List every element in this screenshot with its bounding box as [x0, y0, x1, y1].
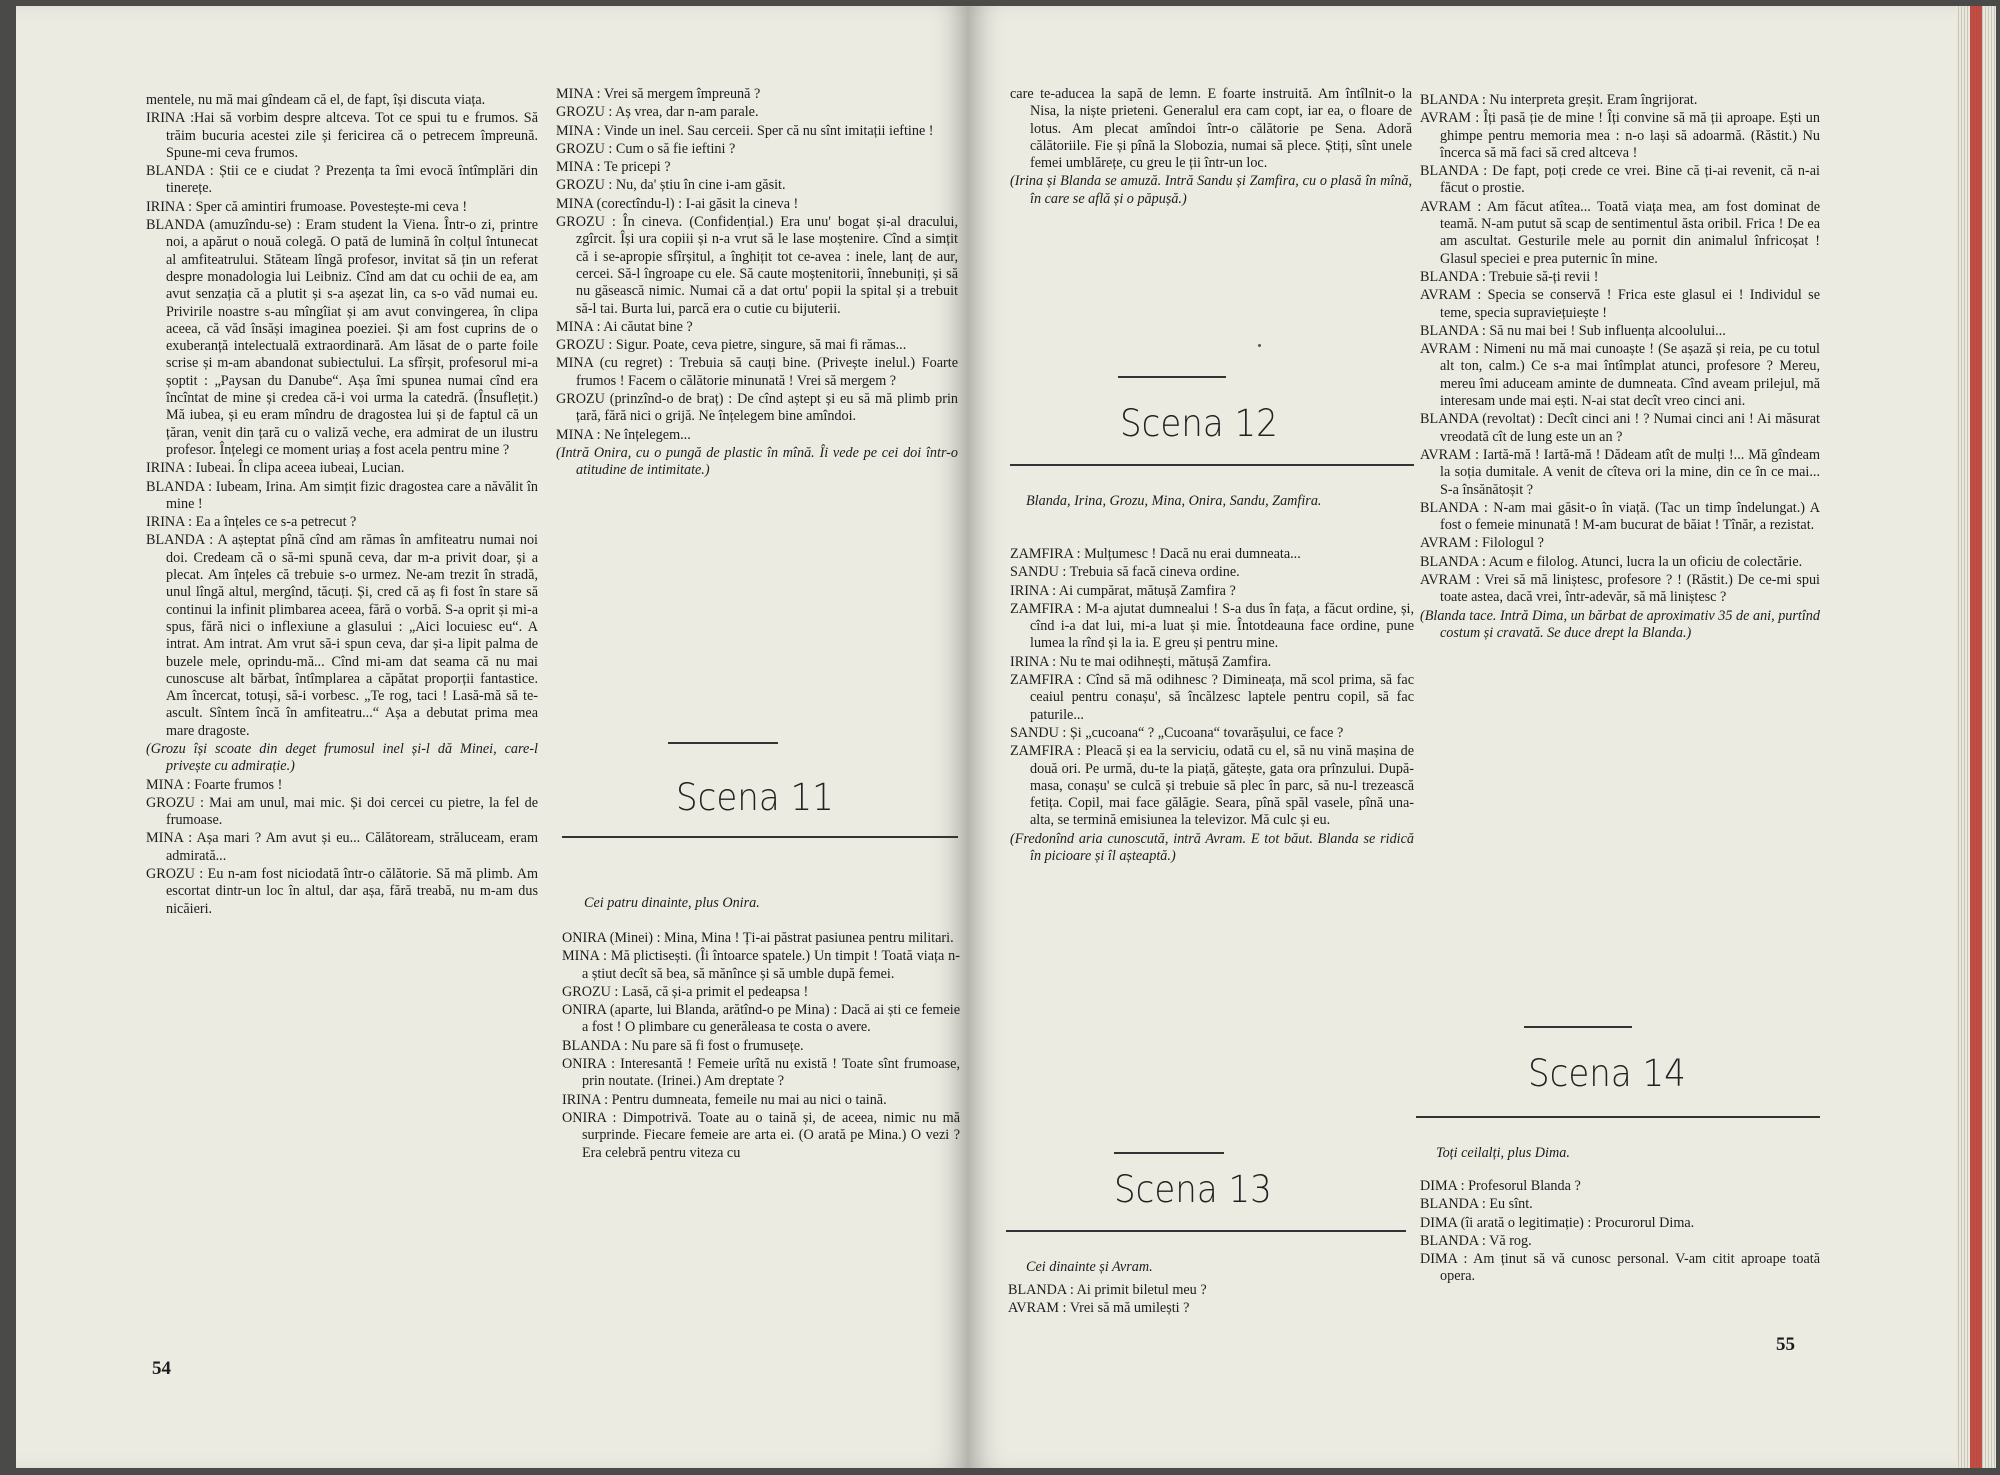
dialogue-line: mentele, nu mă mai gîndeam că el, de fapt, își discuta viața. [146, 92, 486, 108]
scene-12-title: Scena 12 [1120, 402, 1278, 445]
stage-direction: (Fredonînd aria cunoscută, intră Avram. E tot băut. Blanda se ridică în picioare și îl așteaptă.) [1010, 830, 1414, 865]
page-number-right: 55 [1776, 1334, 1795, 1355]
dialogue-line: DIMA (îi arată o legitimație) : Procurorul Dima. [1420, 1214, 1695, 1231]
dialogue-line: GROZU (prinzînd-o de braț) : De cînd aștept și eu să mă plimb prin țară, fără nici o grijă. Ne înțelegem bine amîndoi. [556, 391, 958, 425]
left-column-2 [556, 86, 958, 481]
dialogue-line: BLANDA : Ai primit biletul meu ? [1008, 1282, 1207, 1298]
left-page [16, 6, 968, 1468]
left-column-2-bottom [562, 930, 960, 1163]
dialogue-line: IRINA : Ai cumpărat, mătușă Zamfira ? [1010, 582, 1236, 599]
dialogue-line: MINA : Mă plictisești. (Îi întoarce spatele.) Un timpit ! Toată viața n-a știut decît să bea, să mănînce și să umble după femei. [562, 948, 960, 982]
dialogue-line: ZAMFIRA : Mulțumesc ! Dacă nu erai dumneata... [1010, 546, 1301, 562]
right-page [968, 6, 1956, 1468]
dialogue-line: IRINA : Iubeai. În clipa aceea iubeai, Lucian. [146, 460, 405, 477]
dialogue-line: IRINA : Pentru dumneata, femeile nu mai au nici o taină. [562, 1091, 887, 1108]
dialogue-line: MINA : Așa mari ? Am avut și eu... Călătoream, străluceam, eram admirată... [146, 830, 538, 864]
dialogue-line: AVRAM : Vrei să mă liniștesc, profesore ? ! (Răstit.) De ce-mi spui toate astea, dacă vrei, într-adevăr, să mă liniștesc ? [1420, 572, 1820, 606]
dialogue-line: BLANDA : N-am mai găsit-o în viață. (Tac un timp îndelungat.) A fost o femeie minunată ! M-am bucurat de băiat ! Tînăr, a rezistat. [1420, 499, 1820, 534]
dialogue-line: SANDU : Trebuia să facă cineva ordine. [1010, 564, 1240, 581]
dialogue-line: ZAMFIRA : M-a ajutat dumnealui ! S-a dus în fața, a făcut ordine, și, cînd i-a dat lui, mi-a luat și mie. Întotdeauna face ordine, pune lumea la rînd și la ia. E greu și pentru mine. [1010, 600, 1414, 652]
dialogue-line: MINA : Te pricepi ? [556, 159, 671, 176]
dialogue-line: ONIRA : Dimpotrivă. Toate au o taină și, de aceea, nimic nu mă surprinde. Fiecare femeie are arta ei. (O arată pe Mina.) O vezi ? Era celebră pentru viteza cu [562, 1109, 960, 1161]
dialogue-line: BLANDA : Nu pare să fi fost o frumusețe. [562, 1037, 804, 1054]
dialogue-line: AVRAM : Am făcut atîtea... Toată viața mea, am fost dominat de teamă. N-am putut să scap de sentimentul ăsta oribil. Frica ! De ea am ascultat. Gesturile mele au pornit din animalul înfricoșat ! Glasul speciei e prea puternic în mine. [1420, 198, 1820, 267]
right-column-2 [1420, 92, 1820, 643]
dialogue-line: BLANDA : Nu interpreta greșit. Eram îngrijorat. [1420, 92, 1698, 108]
dialogue-line: MINA (cu regret) : Trebuia să cauți bine. (Privește inelul.) Foarte frumos ! Facem o călătorie minunată ! Vrei să mergem ? [556, 355, 958, 389]
scene-11-cast: Cei patru dinainte, plus Onira. [584, 895, 760, 911]
dialogue-line: BLANDA : De fapt, poți crede ce vrei. Bine că ți-ai revenit, că n-ai făcut o prostie. [1420, 163, 1820, 197]
stage-direction: (Intră Onira, cu o pungă de plastic în mînă. Îi vede pe cei doi într-o atitudine de intimitate.) [556, 444, 958, 479]
dialogue-line: BLANDA : Trebuie să-ți revii ! [1420, 268, 1599, 285]
dialogue-line: BLANDA : Știi ce e ciudat ? Prezența ta îmi evocă întîmplări din tinerețe. [146, 163, 538, 197]
left-column-1 [146, 92, 538, 919]
dialogue-line: GROZU : Sigur. Poate, ceva pietre, singure, să mai fi rămas... [556, 337, 907, 354]
dialogue-line: MINA : Foarte frumos ! [146, 776, 283, 793]
right-column-1-bottom [1008, 1282, 1412, 1319]
scene-11-title: Scena 11 [676, 776, 834, 819]
stage-direction: (Blanda tace. Intră Dima, un bărbat de aproximativ 35 de ani, purtînd costum și cravată. Se duce drept la Blanda.) [1420, 607, 1820, 641]
book-edge [1956, 6, 1996, 1468]
dialogue-line: AVRAM : Nimeni nu mă mai cunoaște ! (Se așază și reia, pe cu totul alt ton, calm.) Ce s-a mai întîmplat atunci, profesore ? Mereu, mereu îmi aduceam aminte de dumneata. Cînd aveam prilejul, mă interesam unde mai ești. N-ai stat decît vreo cinci ani. [1420, 341, 1820, 410]
dialogue-line: AVRAM : Filologul ? [1420, 535, 1544, 552]
dialogue-line: MINA : Vinde un inel. Sau cerceii. Sper că nu sînt imitații ieftine ! [556, 122, 934, 139]
dialogue-line: BLANDA (revoltat) : Decît cinci ani ! ? Numai cinci ani ! Ai măsurat vreodată cît de lung este un an ? [1420, 411, 1820, 445]
dialogue-line: IRINA : Sper că amintiri frumoase. Povestește-mi ceva ! [146, 198, 468, 215]
dialogue-line: ZAMFIRA : Cînd să mă odihnesc ? Dimineața, mă scol prima, să fac ceaiul pentru conașu', să încălzesc laptele pentru copil, să fac paturile... [1010, 672, 1414, 723]
dialogue-line: ONIRA (Minei) : Mina, Mina ! Ți-ai păstrat pasiunea pentru militari. [562, 930, 954, 946]
dialogue-line: ONIRA : Interesantă ! Femeie urîtă nu există ! Toate sînt frumoase, prin noutate. (Irinei.) Am dreptate ? [562, 1056, 960, 1090]
dialogue-line: IRINA : Ea a înțeles ce s-a petrecut ? [146, 514, 357, 531]
dialogue-line: MINA : Vrei să mergem împreună ? [556, 86, 761, 102]
dialogue-line: ZAMFIRA : Pleacă și ea la serviciu, odată cu el, să nu vină mașina de două ori. Pe urmă, du-te la piață, gătește, gata ora prînzului. După-masa, conașu' se culcă și trebuie să plec în parc, să nu-l trezească fetița. Copil, mai face gălăgie. Seara, pînă spăl vasele, pînă una-alta, se termină emisiunea la televizor. Mă culc și eu. [1010, 743, 1414, 829]
dialogue-line: IRINA :Hai să vorbim despre altceva. Tot ce spui tu e frumos. Să trăim bucuria acestei zile și fericirea că o petrecem împreună. Spune-mi ceva frumos. [146, 110, 538, 161]
dialogue-line: GROZU : Lasă, că și-a primit el pedeapsa ! [562, 983, 809, 1000]
dialogue-line: DIMA : Am ținut să vă cunosc personal. V-am citit aproape toată opera. [1420, 1251, 1820, 1285]
page-number-left: 54 [152, 1358, 171, 1379]
dialogue-line: GROZU : Eu n-am fost niciodată într-o călătorie. Să mă plimb. Am escortat dintr-un loc în altul, dar așa, fără treabă, nu m-am dus nicăieri. [146, 866, 538, 917]
scene-13-title: Scena 13 [1114, 1168, 1272, 1211]
dialogue-line: GROZU : Aș vrea, dar n-am parale. [556, 104, 759, 121]
scene-14-title: Scena 14 [1528, 1052, 1686, 1095]
scene-13-cast: Cei dinainte și Avram. [1026, 1259, 1153, 1275]
dialogue-line: BLANDA : Iubeam, Irina. Am simțit fizic dragostea care a năvălit în mine ! [146, 478, 538, 512]
dialogue-line: AVRAM : Iartă-mă ! Iartă-mă ! Dădeam atît de mulți !... Mă gîndeam la soția dumitale. A venit de cîteva ori la mine, din ce în ce mai... S-a însănătoșit ? [1420, 446, 1820, 498]
dialogue-line: MINA (corectîndu-l) : I-ai găsit la cineva ! [556, 195, 799, 212]
dialogue-line: GROZU : Nu, da' știu în cine i-am găsit. [556, 177, 786, 194]
stage-direction: (Grozu își scoate din deget frumosul inel și-l dă Minei, care-l privește cu admirație.) [146, 740, 538, 775]
dialogue-line: BLANDA : Vă rog. [1420, 1232, 1532, 1249]
dialogue-line: care te-aducea la sapă de lemn. E foarte instruită. Am întîlnit-o la Nisa, la niște prieteni. Generalul era cam copt, iar ea, o floare de lotus. Am plecat amîndoi într-o călătorie pe Sena. Adoră călătoriile. Fie și pînă la Slobozia, numai să plece. Știți, sînt unele femei umblărețe, cu greu le ții într-un loc. [1010, 86, 1412, 172]
right-column-2-bottom [1420, 1178, 1820, 1287]
right-column-1-middle [1010, 546, 1414, 866]
dialogue-line: MINA : Ne înțelegem... [556, 426, 691, 443]
dialogue-line: BLANDA : Să nu mai bei ! Sub influența alcoolului... [1420, 322, 1726, 339]
dialogue-line: IRINA : Nu te mai odihnești, mătușă Zamfira. [1010, 653, 1272, 670]
dialogue-line: GROZU : Mai am unul, mai mic. Și doi cercei cu pietre, la fel de frumoase. [146, 794, 538, 829]
dialogue-line: SANDU : Și „cucoana“ ? „Cucoana“ tovarășului, ce face ? [1010, 724, 1344, 741]
dialogue-line: BLANDA (amuzîndu-se) : Eram student la Viena. Într-o zi, printre noi, a apărut o nouă colegă. O pată de lumină în colțul întunecat al amfiteatrului. Stăteam lîngă profesor, invitat să țin un referat despre monadologia lui Leibniz. Cînd am dat cu ochii de ea, am avut senzația că a plutit și s-a așezat lin, ca s-o văd numai eu. Privirile noastre s-au mîngîiat și am avut convingerea, în clipa aceea, că văd însăși imaginea poeziei. Și am fost cuprins de o exuberanță intelectuală extraordinară. Am lăsat de o parte foile scrise și m-am abandonat subiectului. La sfîrșit, profesorul mi-a șoptit : „Paysan du Danube“. Așa îmi spunea numai cînd era încîntat de mine și credea că-i voi urma la catedră. (Însuflețit.) Mă iubea, și eu eram mîndru de dragostea lui și de faptul că un țăran, venit din țară cu o valiză veche, era admirat de un ilustru profesor. Înțelegi ce moment uriaș a fost acela pentru mine ? [146, 217, 538, 458]
right-column-1 [1010, 86, 1412, 209]
dialogue-line: GROZU : În cineva. (Confidențial.) Era unu' bogat și-al dracului, zgîrcit. Își ura copiii și n-a vrut să le lase moștenire. Cînd a simțit că i se-apropie sfîrșitul, a înghițit tot ce-avea : inele, lanț de aur, cercei. Să-l îngroape cu ele. Să caute moștenitorii, înnebuniți, și să nu găsească nimic. Numai că a dat ortu' popii la spital și a trebuit să-l tai. Burta lui, parcă era o cutie cu bijuterii. [556, 214, 958, 317]
dialogue-line: BLANDA : A așteptat pînă cînd am rămas în amfiteatru numai noi doi. Credeam că o să-mi spună ceva, dar m-a privit doar, și a plecat. Am înțeles că trebuie s-o urmez. Ne-am trezit în stradă, unul lîngă altul, mergînd, tăcuți. Și, cred că aș fi fost în stare să continui la infinit plimbarea aceea, fără o vorbă. S-a oprit și mi-a spus, fără nici o inflexiune a glasului : „Aici locuiesc eu“. A intrat. Am intrat. Am vrut să-i spun ceva, dar și-a lipit palma de buzele mele, oprindu-mă... Cînd mi-am dat seama că nu mai cunoscuse alt bărbat, întîmplarea a căpătat proporții fantastice. Am încercat, totuși, să-i vorbesc. „Te rog, taci ! Lasă-mă să te-ascult. Sîntem încă în amfiteatru...“ Așa a debutat prima mea mare dragoste. [146, 532, 538, 739]
dialogue-line: AVRAM : Vrei să mă umilești ? [1008, 1300, 1190, 1317]
dialogue-line: AVRAM : Îți pasă ție de mine ! Îți convine să mă ții aproape. Ești un ghimpe pentru memoria mea : n-o lași să adoarmă. (Răstit.) Nu încerca să mă faci să cred altceva ! [1420, 110, 1820, 161]
stage-direction: (Irina și Blanda se amuză. Intră Sandu și Zamfira, cu o plasă în mînă, în care se află și o păpușă.) [1010, 173, 1412, 207]
dialogue-line: ONIRA (aparte, lui Blanda, arătînd-o pe Mina) : Dacă ai ști ce femeie a fost ! O plimbare cu generăleasa te costa o avere. [562, 1002, 960, 1036]
scene-14-cast: Toți ceilalți, plus Dima. [1436, 1145, 1570, 1161]
dialogue-line: MINA : Ai căutat bine ? [556, 318, 693, 335]
scene-12-cast: Blanda, Irina, Grozu, Mina, Onira, Sandu, Zamfira. [1026, 493, 1322, 509]
dialogue-line: AVRAM : Specia se conservă ! Frica este glasul ei ! Individul se teme, specia supraviețuiește ! [1420, 287, 1820, 321]
dialogue-line: BLANDA : Acum e filolog. Atunci, lucra la un oficiu de colectărie. [1420, 553, 1803, 570]
dialogue-line: BLANDA : Eu sînt. [1420, 1196, 1533, 1213]
dialogue-line: DIMA : Profesorul Blanda ? [1420, 1178, 1581, 1194]
dialogue-line: GROZU : Cum o să fie ieftini ? [556, 140, 736, 157]
